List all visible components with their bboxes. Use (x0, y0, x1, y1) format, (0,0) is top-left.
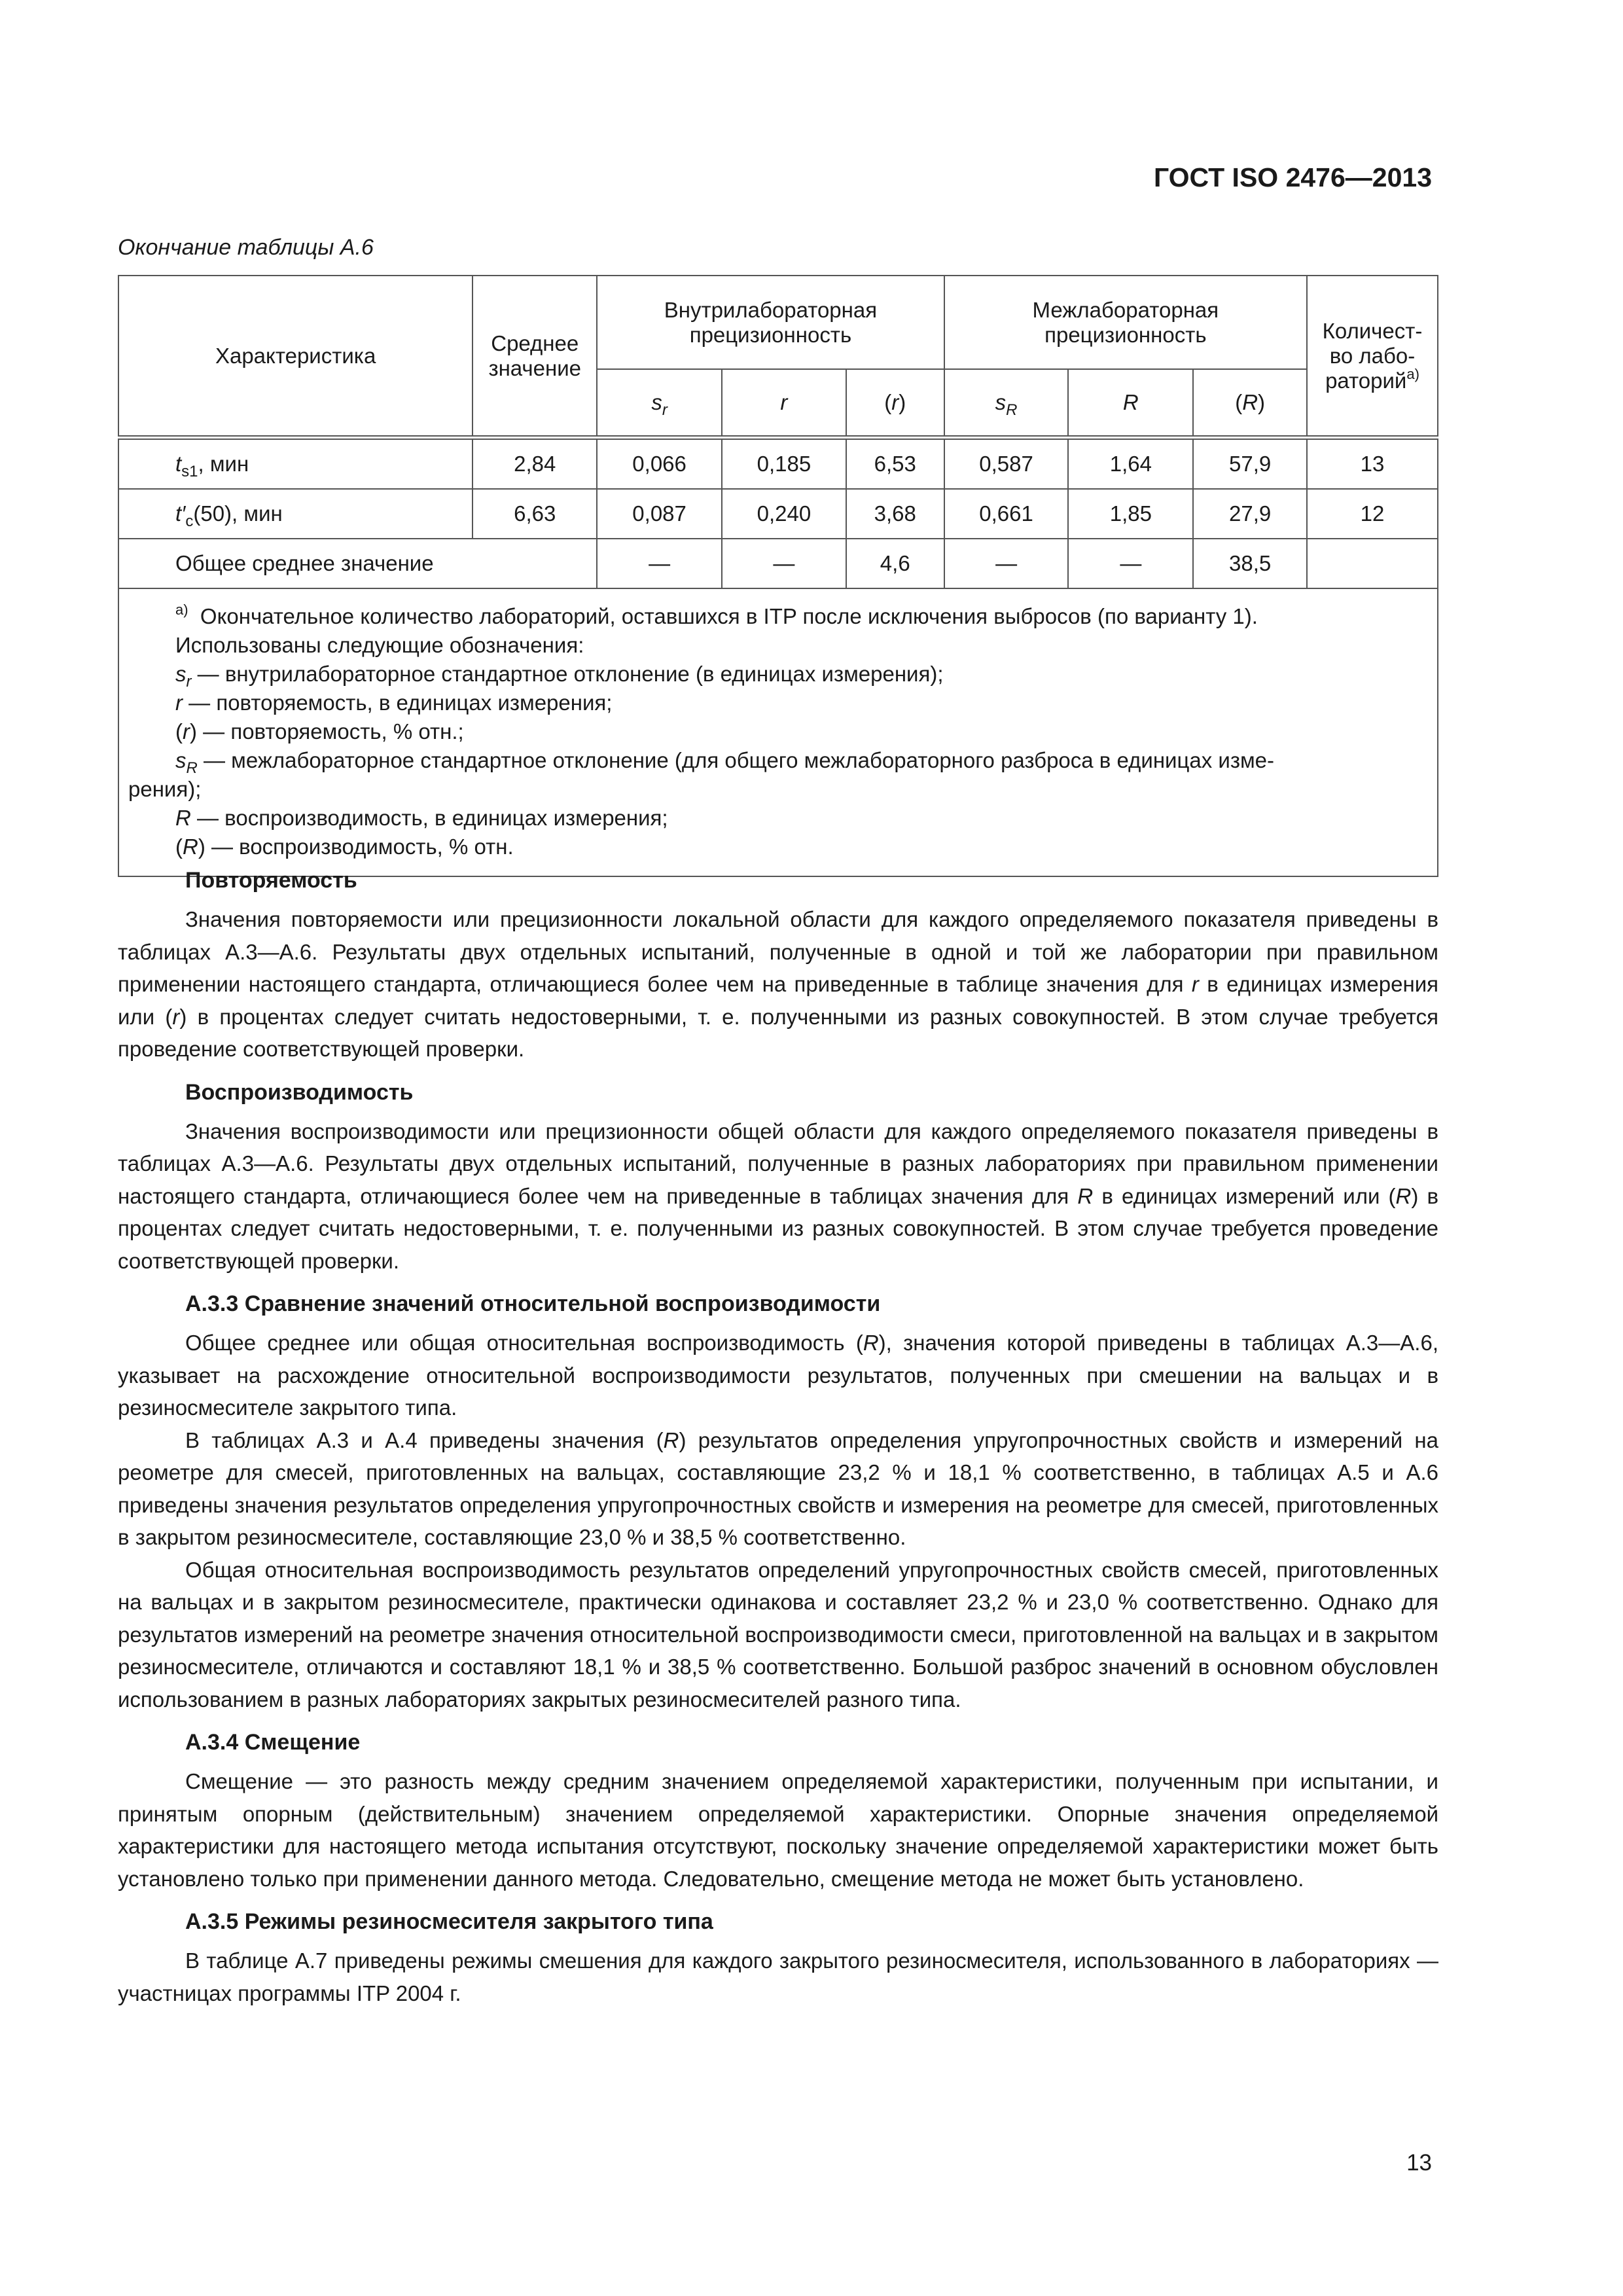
table-header-row (118, 276, 1438, 369)
note-r-symbol: r (175, 691, 183, 715)
header-sr-subscript: r (662, 401, 668, 419)
table-row (118, 438, 1438, 490)
header-between-line1: Межлабораторная (1032, 297, 1219, 322)
header-R (1068, 369, 1193, 438)
header-sr (597, 369, 722, 438)
overall-label: Общее среднее значение (118, 539, 597, 588)
note-sR-text: — межлабораторное стандартное отклонение (для общего межлабораторного разброса в единицах изме- (197, 748, 1274, 772)
char-symbol: t′ (175, 501, 186, 526)
text-run: в единицах измерений или ( (1093, 1183, 1396, 1208)
cell-R: — (1068, 539, 1193, 588)
cell-R: 1,85 (1068, 489, 1193, 539)
cell-r-percent: 3,68 (846, 489, 944, 539)
cell-labs: 12 (1307, 489, 1438, 539)
precision-table (118, 275, 1438, 877)
header-mean (473, 276, 597, 438)
note-rp-text: ) — повторяемость, % отн.; (190, 719, 464, 744)
paragraph-a33-3: Общая относительная воспроизводимость результатов определений упругопрочностных свойств смесей, приготовленных на вальцах и в закрытом резиносмесителе, практически одинакова и составляет 23,2 % и 23,0 % соответственно. Однако для результатов измерений на реометре значения относительной воспроизводимости смеси, приготовленной на вальцах и в закрытом резиносмесителе, отличаются и составляют 18,1 % и 38,5 % соответственно. Большой разброс значений в основном обусловлен использованием в разных лабораториях закрытых резиносмесителей разного типа. (118, 1557, 1438, 1712)
cell-R-percent: 57,9 (1193, 438, 1307, 490)
text-run: ), значения которой приведены в таблицах А.3—А.6, указывает на расхождение относительной воспроизводимости результатов, полученных при смешении на вальцах и в резиносмесителе закрытого типа. (118, 1331, 1438, 1420)
text-run: В таблицах А.3 и А.4 приведены значения ( (185, 1427, 664, 1452)
header-R-percent (1193, 369, 1307, 438)
text-run: ) в процентах следует считать недостоверными, т. е. полученными из разных совокупностей. В этом случае требуется проведение соответствующей проверки. (118, 1004, 1438, 1061)
char-unit: (50), мин (193, 501, 283, 526)
table-notes (118, 588, 1438, 876)
header-r-pct-open: ( (884, 390, 892, 414)
cell-sr: — (597, 539, 722, 588)
header-R-pct-close: ) (1258, 390, 1266, 414)
page-number: 13 (1406, 2150, 1432, 2176)
standard-designation: ГОСТ ISO 2476—2013 (1153, 162, 1432, 192)
note-sR-subscript: R (186, 759, 198, 777)
table-row-overall (118, 539, 1438, 588)
note-r-percent (128, 717, 1428, 746)
header-R-pct-symbol: R (1242, 390, 1258, 414)
cell-r: 0,240 (722, 489, 846, 539)
note-Rp-open: ( (175, 834, 183, 859)
note-intro: Использованы следующие обозначения: (175, 633, 584, 657)
note-rp-open: ( (175, 719, 183, 744)
header-R-symbol: R (1122, 390, 1139, 414)
cell-R-percent: 27,9 (1193, 489, 1307, 539)
header-within-line1: Внутрилабораторная (664, 297, 878, 322)
document-body (118, 864, 1438, 2009)
header-r-pct-symbol: r (891, 390, 899, 414)
paragraph-reproducibility (118, 1115, 1438, 1278)
text-run: ) результатов определения упругопрочностных свойств и измерений на реометре для смесей, приготовленных на вальцах, составляющие 23,2 % и 18,1 % соответственно, в таблицах А.5 и А.6 приведены значения результатов определения упругопрочностных свойств и измерения на реометре для смесей, приготовленных в закрытом резиносмесителе, составляющие 23,0 % и 38,5 % соответственно. (118, 1427, 1439, 1549)
symbol-r: r (1191, 972, 1199, 996)
symbol-R: R (1077, 1183, 1094, 1208)
header-within-lab (597, 276, 944, 369)
header-R-pct-open: ( (1235, 390, 1243, 414)
cell-r-percent: 4,6 (846, 539, 944, 588)
cell-mean: 2,84 (473, 438, 597, 490)
char-unit: , мин (198, 452, 249, 476)
note-sr-subscript: r (186, 673, 192, 691)
cell-sr: 0,087 (597, 489, 722, 539)
note-footnote-text: Окончательное количество лабораторий, оставшихся в ITP после исключения выбросов (по варианту 1). (200, 604, 1258, 628)
text-run: ) в процентах следует считать недостоверными, т. е. полученными из разных совокупностей. В этом случае требуется проведение соответствующей проверки. (118, 1183, 1438, 1273)
note-sR-symbol: s (175, 748, 187, 772)
note-Rp-symbol: R (183, 834, 198, 859)
heading-a34: А.3.4 Смещение (185, 1730, 361, 1755)
note-sr (128, 660, 1428, 689)
header-within-line2: прецизионность (689, 322, 852, 347)
note-rp-symbol: r (183, 719, 190, 744)
symbol-R: R (863, 1331, 879, 1355)
cell-sR: 0,587 (944, 438, 1069, 490)
note-sR-continued: рения); (128, 777, 202, 801)
note-footnote (128, 602, 1428, 631)
header-sR-symbol: s (995, 390, 1007, 414)
note-R-symbol: R (175, 806, 191, 830)
cell-R: 1,64 (1068, 438, 1193, 490)
cell-labs (1307, 539, 1438, 588)
char-symbol: t (175, 452, 182, 476)
char-subscript: s1 (181, 463, 198, 480)
text-run: Общее среднее или общая относительная воспроизводимость ( (185, 1331, 863, 1355)
header-sR (944, 369, 1069, 438)
symbol-R: R (1395, 1183, 1412, 1208)
note-R (128, 804, 1428, 833)
text-run: в единицах измерения или ( (118, 972, 1438, 1029)
text-run: Значения повторяемости или прецизионности локальной области для каждого определяемого показателя приведены в таблицах А.3—А.6. Результаты двух отдельных испытаний, полученные в одной и той же лаборатории при правильном применении настоящего стандарта, отличающиеся более чем на приведенные в таблице значения для (118, 907, 1438, 996)
header-labs-count (1307, 276, 1438, 438)
note-Rp-text: ) — воспроизводимость, % отн. (198, 834, 514, 859)
cell-R-percent: 38,5 (1193, 539, 1307, 588)
header-r (722, 369, 846, 438)
header-labs-line1: Количест- (1322, 318, 1423, 343)
cell-labs: 13 (1307, 438, 1438, 490)
symbol-R: R (663, 1427, 679, 1452)
header-characteristic: Характеристика (118, 276, 473, 438)
row-characteristic (118, 438, 473, 490)
cell-r: — (722, 539, 846, 588)
char-subscript: c (185, 512, 194, 530)
paragraph-a34: Смещение — это разность между средним значением определяемой характеристики, полученным при испытании, и принятым опорным (действительным) значением определяемой характеристики. Опорные значения определяемой характеристики для настоящего метода испытания отсутствуют, поскольку значение определяемой характеристики может быть установлено только при применении данного метода. Следовательно, смещение метода не может быть установлено. (118, 1769, 1438, 1891)
note-R-percent (128, 833, 1428, 861)
note-r (128, 689, 1428, 717)
cell-sR: — (944, 539, 1069, 588)
note-r-text: — повторяемость, в единицах измерения; (183, 691, 613, 715)
heading-a35: А.3.5 Режимы резиносмесителя закрытого типа (185, 1909, 713, 1934)
paragraph-a33-2 (118, 1424, 1438, 1554)
header-between-line2: прецизионность (1044, 322, 1207, 347)
note-sr-symbol: s (175, 662, 187, 686)
text-run: Значения воспроизводимости или прецизионности общей области для каждого определяемого показателя приведены в таблицах А.3—А.6. Результаты двух отдельных испытаний, полученные в разных лабораториях при правильном применении настоящего стандарта, отличающиеся более чем на приведенные в таблицах значения для (118, 1119, 1438, 1208)
paragraph-a35: В таблице А.7 приведены режимы смешения для каждого закрытого резиносмесителя, использованного в лабораториях — участницах программы ITP 2004 г. (118, 1948, 1438, 2005)
cell-sR: 0,661 (944, 489, 1069, 539)
cell-mean: 6,63 (473, 489, 597, 539)
cell-sr: 0,066 (597, 438, 722, 490)
header-mean-line2: значение (488, 355, 581, 380)
table-caption: Окончание таблицы А.6 (118, 235, 374, 260)
header-r-symbol: r (780, 390, 788, 414)
paragraph-a33-1 (118, 1327, 1438, 1424)
note-sr-text: — внутрилабораторное стандартное отклонение (в единицах измерения); (191, 662, 944, 686)
note-sR (128, 746, 1428, 775)
heading-reproducibility: Воспроизводимость (185, 1079, 414, 1105)
header-r-pct-close: ) (899, 390, 906, 414)
header-labs-line3-text: раторий (1325, 368, 1407, 393)
note-R-text: — воспроизводимость, в единицах измерения; (190, 806, 668, 830)
cell-r: 0,185 (722, 438, 846, 490)
heading-a33: А.3.3 Сравнение значений относительной воспроизводимости (185, 1291, 881, 1316)
header-mean-line1: Среднее (491, 331, 579, 355)
header-between-lab (944, 276, 1307, 369)
header-sR-subscript: R (1006, 401, 1018, 419)
footnote-mark: а) (1406, 365, 1419, 382)
header-r-percent (846, 369, 944, 438)
header-labs-line2: во лабо- (1329, 343, 1416, 368)
heading-repeatability: Повторяемость (185, 868, 357, 893)
cell-r-percent: 6,53 (846, 438, 944, 490)
row-characteristic (118, 489, 473, 539)
table-row (118, 489, 1438, 539)
note-footnote-mark: а) (175, 601, 188, 618)
header-sr-symbol: s (651, 390, 662, 414)
table-notes-row (118, 588, 1438, 876)
paragraph-repeatability (118, 903, 1438, 1066)
header-labs-line3 (1311, 365, 1433, 393)
symbol-r: r (172, 1004, 180, 1029)
